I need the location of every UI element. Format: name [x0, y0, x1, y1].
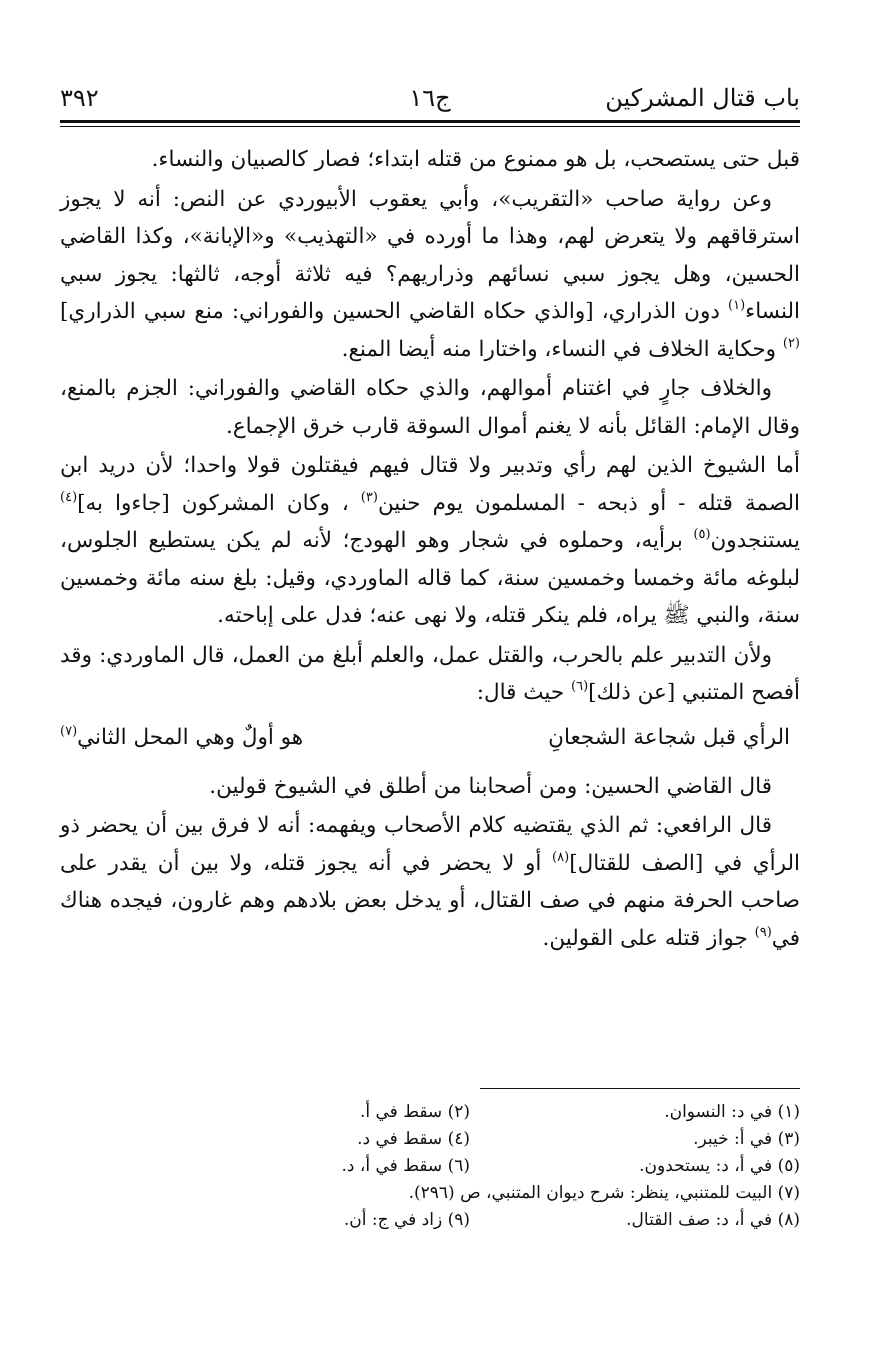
paragraph-1: قبل حتى يستصحب، بل هو ممنوع من قتله ابتداء؛ فصار كالصبيان والنساء.: [151, 147, 800, 172]
footnote-7: (٧) البيت للمتنبي، ينظر: شرح ديوان المتنبي، ص (٢٩٦).: [408, 1183, 800, 1203]
footnote-ref-3[interactable]: (٣): [360, 489, 378, 505]
main-text: [60, 141, 800, 957]
paragraph-7: قال الرافعي: ثم الذي يقتضيه كلام الأصحاب ويفهمه: أنه لا فرق بين أن يحضر ذو الرأي في [الصف للقتال]$^{(٨)}$ أو لا يحضر في أنه يجوز قتله، ولا بين أن يقدر على صاحب الحرفة منهم في صف القتال، أو يدخل بعض بلادهم وهم غارون، فيجده هناك في$^{(٩)}$ جواز قتله على القولين.: [60, 813, 800, 951]
footnote-ref-5[interactable]: (٥): [693, 527, 711, 542]
footnote-ref-2[interactable]: (٢): [782, 335, 800, 351]
footnote-ref-6[interactable]: (٦): [571, 679, 589, 694]
paragraph-3: والخلاف جارٍ في اغتنام أموالهم، والذي حكاه القاضي والفوراني: الجزم بالمنع، وقال الإمام: القائل بأنه لا يغنم أموال السوقة قارب خرق الإجماع.: [60, 376, 800, 439]
footnote-list: [60, 1099, 800, 1234]
footnote-ref-4[interactable]: (٤): [60, 489, 78, 505]
book-page: [60, 78, 800, 1338]
footnote-ref-9[interactable]: (٩): [754, 924, 772, 940]
footnote-2: (٢) سقط في أ.: [359, 1102, 470, 1122]
paragraph-5: ولأن التدبير علم بالحرب، والقتل عمل، والعلم أبلغ من العمل، قال الماوردي: وقد أفصح المتنبي [عن ذلك]$^{(٦)}$ حيث قال:: [60, 642, 800, 705]
paragraph-2: وعن رواية صاحب «التقريب»، وأبي يعقوب الأبيوردي عن النص: أنه لا يجوز استرقاقهم ولا يتعرض لهم، وهذا ما أورده في «التهذيب» و«الإبانة»، وكذا القاضي الحسين، وهل يجوز سبي نسائهم وذراريهم؟ فيه ثلاثة أوجه، ثالثها: يجوز سبي النساء$^{(١)}$ دون الذراري، [والذي حكاه القاضي الحسين والفوراني: منع سبي الذراري]$^{(٢)}$ وحكاية الخلاف في النساء، واختارا منه أيضا المنع.: [60, 186, 800, 362]
footnote-3: (٣) في أ: خيبر.: [693, 1129, 800, 1149]
footnote-row: [60, 1099, 800, 1126]
footnote-8: (٨) في أ، د: صف القتال.: [626, 1210, 800, 1230]
header-rule-thick: [60, 120, 800, 123]
paragraph-4: أما الشيوخ الذين لهم رأي وتدبير ولا قتال فيهم فيقتلون قولا واحدا؛ لأن دريد ابن الصمة قتله - أو ذبحه - المسلمون يوم حنين$^{(٣)}$ ، وكان المشركون [جاءوا به]$^{(٤)}$ يستنجدون$^{(٥)}$ برأيه، وحملوه في شجار وهو الهودج؛ لأنه لم يكن يستطيع الجلوس، لبلوغه مائة وخمسا وخمسين سنة، كما قاله الماوردي، وقيل: بلغ سنه مائة وخمسين سنة، والنبي ﷺ يراه، فلم ينكر قتله، ولا نهى عنه؛ فدل على إباحته.: [60, 453, 800, 628]
footnote-separator: [480, 1088, 800, 1089]
footnote-ref-7[interactable]: (٧): [60, 723, 78, 739]
page-number: ٣٩٢: [60, 84, 99, 112]
footnote-4: (٤) سقط في د.: [357, 1129, 470, 1149]
footnote-row: [60, 1153, 800, 1180]
verse-first-hemistich: الرأي قبل شجاعة الشجعانِ: [548, 724, 790, 750]
footnote-1: (١) في د: النسوان.: [664, 1102, 800, 1122]
running-header: [60, 78, 800, 118]
volume-number: ج١٦: [409, 84, 451, 112]
poetry-verse: [60, 714, 800, 762]
footnote-row: [60, 1207, 800, 1234]
footnote-5: (٥) في أ، د: يستحدون.: [639, 1156, 800, 1176]
footnote-9: (٩) زاد في ج: أن.: [343, 1210, 470, 1230]
footnote-ref-1[interactable]: (١): [728, 298, 746, 313]
footnote-6: (٦) سقط في أ، د.: [341, 1156, 470, 1176]
footnote-row: [60, 1180, 800, 1207]
header-rule-thin: [60, 126, 800, 127]
chapter-title: باب قتال المشركين: [605, 84, 800, 112]
footnotes-section: [60, 1088, 800, 1234]
paragraph-6: قال القاضي الحسين: ومن أصحابنا من أطلق في الشيوخ قولين.: [209, 773, 772, 799]
footnote-row: [60, 1126, 800, 1153]
verse-second-hemistich: هو أولٌ وهي المحل الثاني$^{(٧)}$: [60, 723, 304, 750]
footnote-ref-8[interactable]: (٨): [552, 849, 570, 865]
